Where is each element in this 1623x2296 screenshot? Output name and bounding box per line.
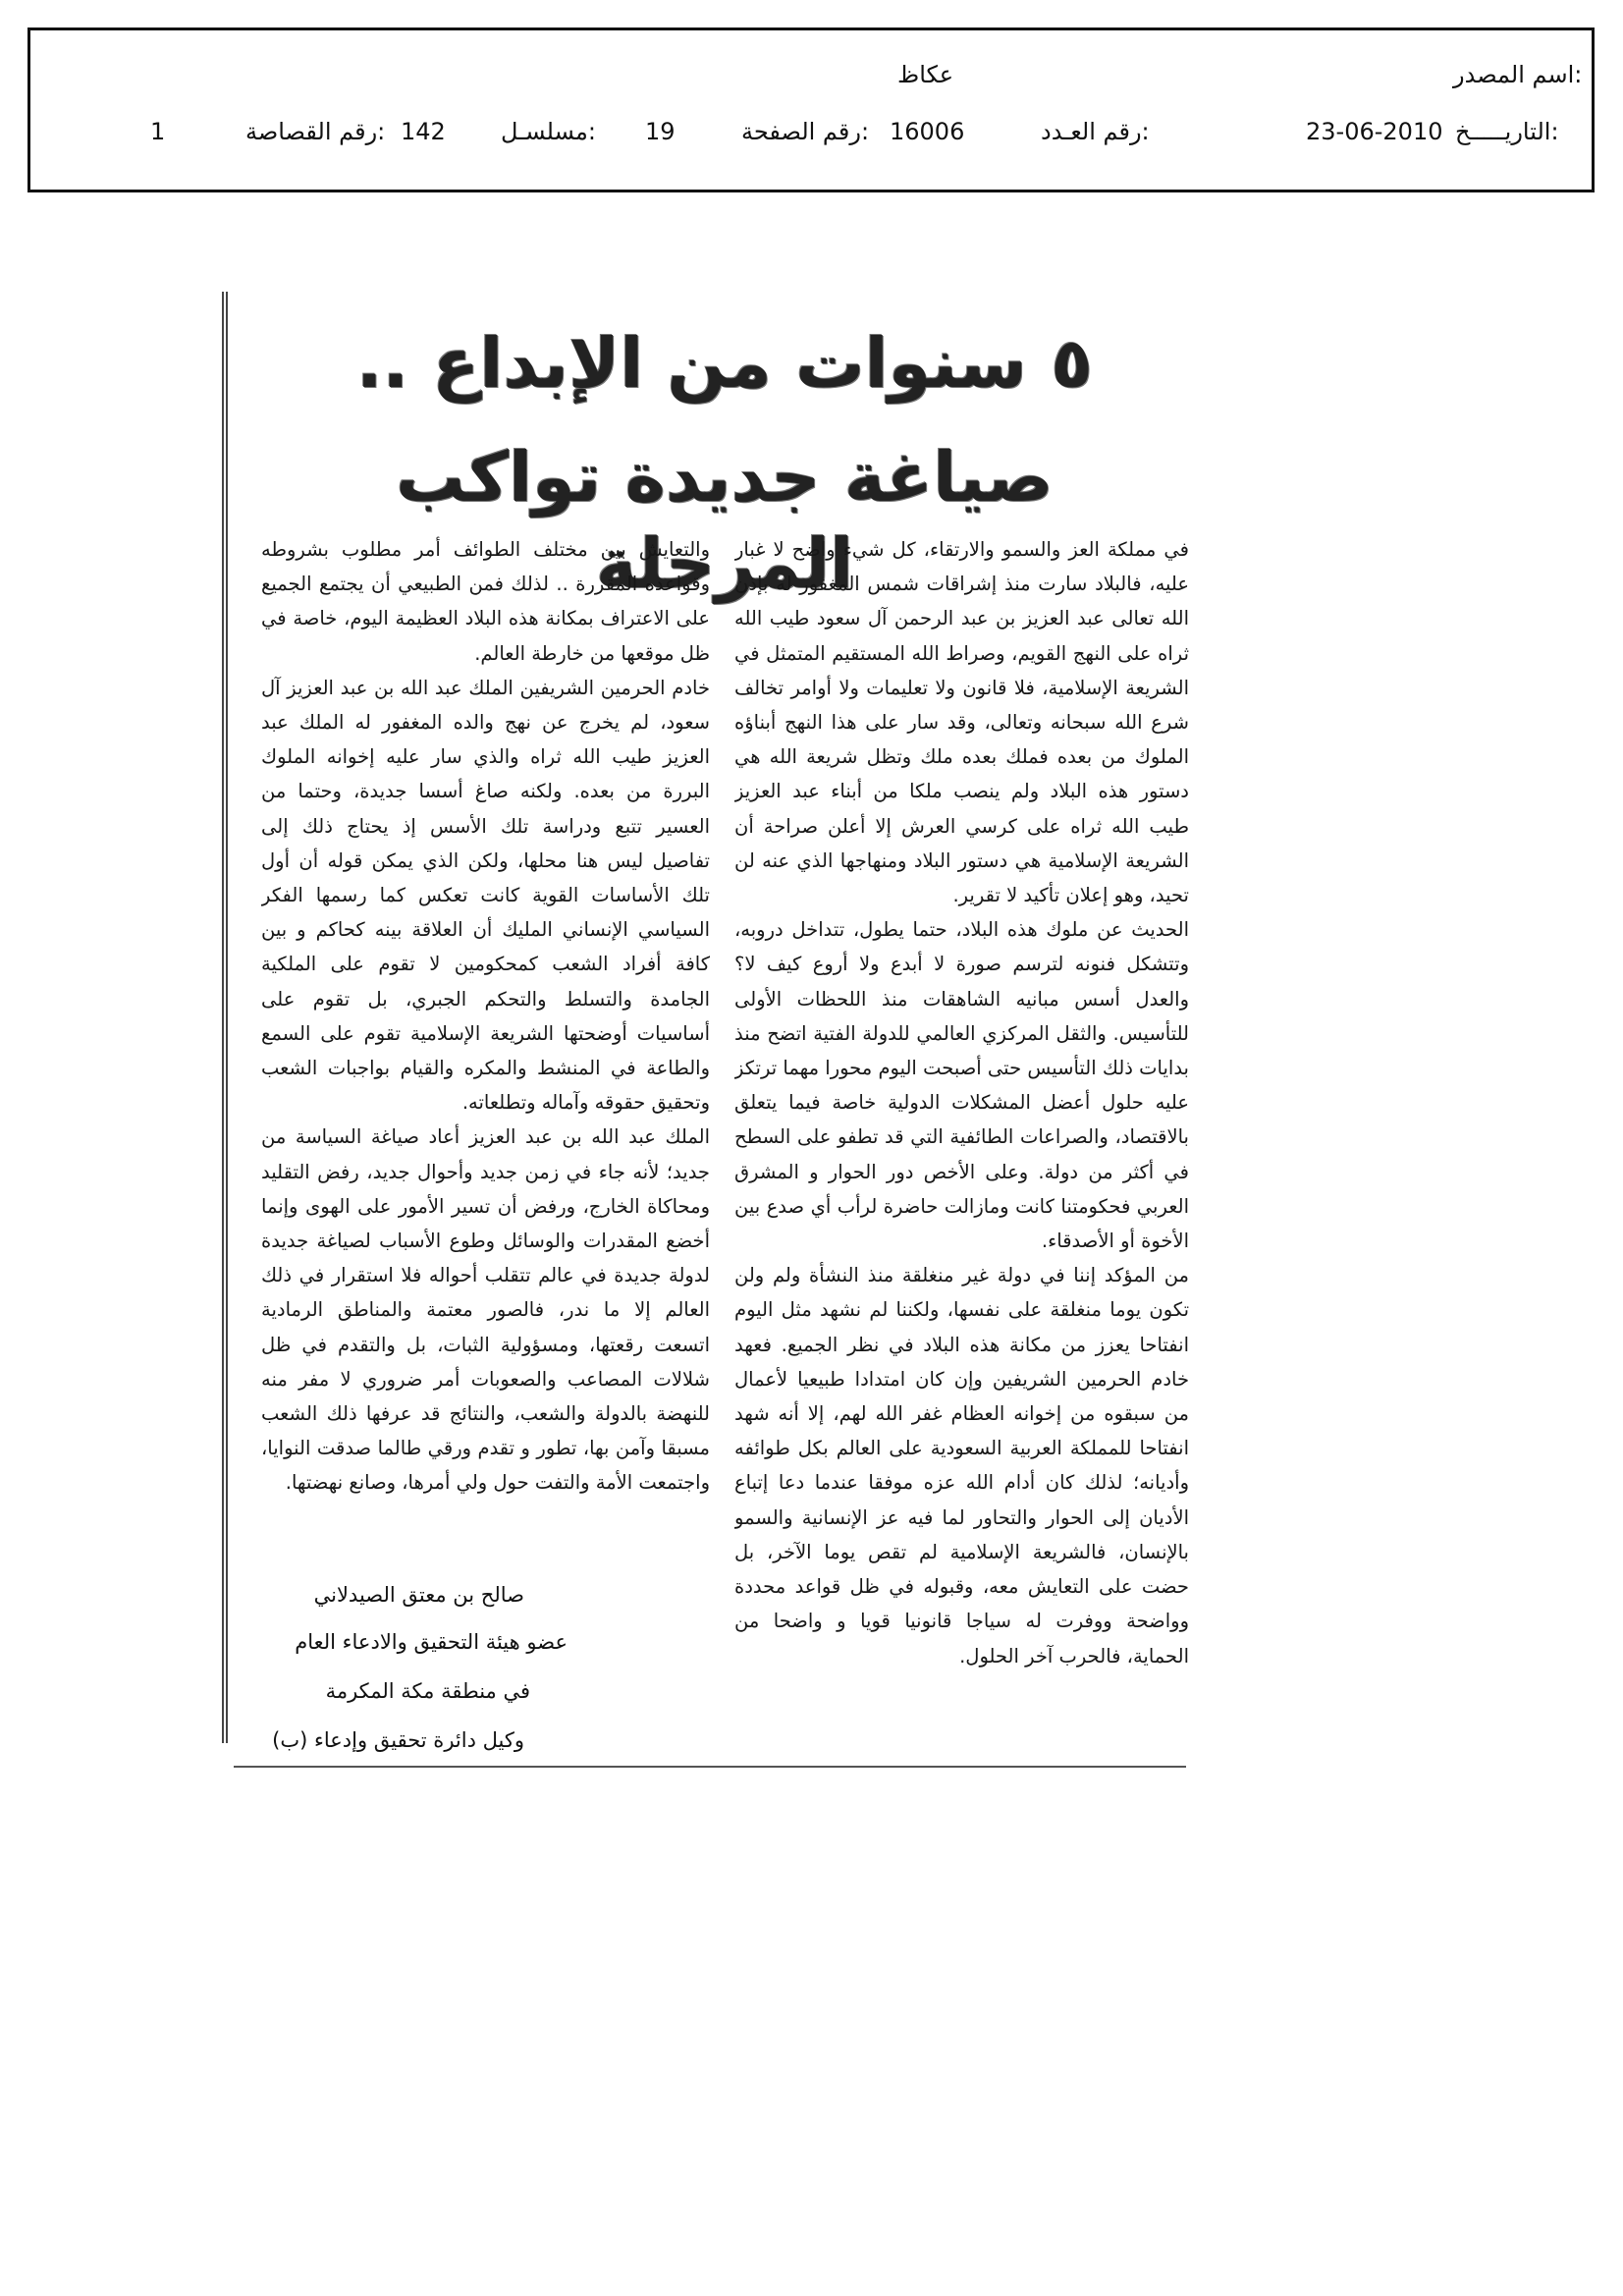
author-title-3: وكيل دائرة تحقيق وإدعاء (ب)	[272, 1728, 524, 1752]
clip-label: رقم القصاصة:	[245, 118, 386, 145]
article-bottom-border	[234, 1766, 1186, 1768]
article-left-column	[261, 532, 710, 1563]
left-column-paragraph-3: الملك عبد الله بن عبد العزيز أعاد صياغة السياسة من جديد؛ لأنه جاء في زمن جديد وأحوال جديد، رفض التقليد ومحاكاة الخارج، ورفض أن تسير الأمور على الهوى وإنما أخضع المقدرات والوسائل وطوع الأسباب لصياغة جديدة لدولة جديدة في عالم تتقلب أحواله فلا استقرار في ذلك العالم إلا ما ندر، فالصور معتمة والمناطق الرمادية اتسعت رقعتها، ومسؤولية الثبات، بل والتقدم في ظل شلالات المصاعب والصعوبات أمر ضروري لا مفر منه للنهضة بالدولة والشعب، والنتائج قد عرفها ذلك الشعب مسبقا وآمن بها، تطور و تقدم ورقي طالما صدقت النوايا، واجتمعت الأمة والتفت حول ولي أمرها، وصانع نهضتها.	[261, 1125, 710, 1495]
author-name: صالح بن معتق الصيدلاني	[313, 1583, 524, 1607]
author-title-1: عضو هيئة التحقيق والادعاء العام	[295, 1630, 568, 1654]
issue-value: 16006	[890, 118, 965, 145]
right-column-paragraph-2: الحديث عن ملوك هذه البلاد، حتما يطول، تتداخل دروبه، وتتشكل فنونه لترسم صورة لا أبدع ولا أروع كيف لا؟ والعدل أسس مبانيه الشاهقات منذ اللحظات الأولى للتأسيس. والثقل المركزي العالمي للدولة الفتية اتضح منذ بدايات ذلك التأسيس حتى أصبحت اليوم محورا مهما ترتكز عليه حلول أعضل المشكلات الدولية خاصة فيما يتعلق بالاقتصاد، والصراعات الطائفية التي قد تطفو على السطح في أكثر من دولة. وعلى الأخص دور الحوار و المشرق العربي فحكومتنا كانت ومازالت حاضرة لرأب أي صدع بين الأخوة أو الأصدقاء.	[734, 918, 1189, 1253]
author-title-2: في منطقة مكة المكرمة	[325, 1679, 530, 1703]
article-right-column	[734, 532, 1189, 1758]
source-value: عكاظ	[897, 61, 954, 88]
date-value: 23-06-2010	[1306, 118, 1443, 145]
clip-value: 1	[150, 118, 166, 145]
source-label: اسم المصدر:	[1453, 61, 1583, 88]
article-left-border	[222, 292, 228, 1743]
right-column-paragraph-1: في مملكة العز والسمو والارتقاء، كل شيء واضح لا غبار عليه، فالبلاد سارت منذ إشراقات شمس المغفور له بإذن الله تعالى عبد العزيز بن عبد الرحمن آل سعود طيب الله ثراه على النهج القويم، وصراط الله المستقيم المتمثل في الشريعة الإسلامية، فلا قانون ولا تعليمات ولا أوامر تخالف شرع الله سبحانه وتعالى، وقد سار على هذا النهج أبناؤه الملوك من بعده فملك بعده ملك وتظل شريعة الله هي دستور هذه البلاد ولم ينصب ملكا من أبناء عبد العزيز طيب الله ثراه على كرسي العرش إلا أعلن صراحة أن الشريعة الإسلامية هي دستور البلاد ومنهاجها الذي عنه لن تحيد، وهو إعلان تأكيد لا تقرير.	[734, 538, 1189, 907]
left-column-paragraph-1: والتعايش بين مختلف الطوائف أمر مطلوب بشروطه وقواعده المقررة .. لذلك فمن الطبيعي أن يجتمع الجميع على الاعتراف بمكانة هذه البلاد العظيمة اليوم، خاصة في ظل موقعها من خارطة العالم.	[261, 538, 710, 665]
right-column-paragraph-3: من المؤكد إننا في دولة غير منغلقة منذ النشأة ولم ولن تكون يوما منغلقة على نفسها، ولكننا لم نشهد مثل اليوم انفتاحا يعزز من مكانة هذه البلاد في نظر الجميع. فعهد خادم الحرمين الشريفين وإن كان امتدادا طبيعيا لأعمال من سبقوه من إخوانه العظام غفر الله لهم، إلا أنه شهد انفتاحا للمملكة العربية السعودية على العالم بكل طوائفه وأديانه؛ لذلك كان أدام الله عزه موفقا عندما دعا إتباع الأديان إلى الحوار والتحاور لما فيه عز الإنسانية والسمو بالإنسان، فالشريعة الإسلامية لم تقص يوما الآخر، بل حضت على التعايش معه، وقبوله في ظل قواعد محددة وواضحة ووفرت له سياجا قانونيا قويا و واضحا من الحماية، فالحرب آخر الحلول.	[734, 1264, 1189, 1667]
issue-label: رقم العـدد:	[1041, 118, 1150, 145]
page-label: رقم الصفحة:	[741, 118, 870, 145]
article-headline-line-1: ٥ سنوات من الإبداع ..	[355, 323, 1093, 404]
serial-value: 142	[401, 118, 446, 145]
left-column-paragraph-2: خادم الحرمين الشريفين الملك عبد الله بن عبد العزيز آل سعود، لم يخرج عن نهج والده المغفور له الملك عبد العزيز طيب الله ثراه والذي سار عليه إخوانه الملوك البررة من بعده. ولكنه صاغ أسسا جديدة، وحتما من العسير تتبع ودراسة تلك الأسس إذ يحتاج ذلك إلى تفاصيل ليس هنا محلها، ولكن الذي يمكن قوله أن أول تلك الأساسات القوية كانت تعكس كما رسمها الفكر السياسي الإنساني المليك أن العلاقة بينه كحاكم و بين كافة أفراد الشعب كمحكومين لا تقوم على الملكية الجامدة والتسلط والتحكم الجبري، بل تقوم على أساسيات أوضحتها الشريعة الإسلامية تقوم على السمع والطاعة في المنشط والمكره والقيام بواجبات الشعب وتحقيق حقوقه وآماله وتطلعاته.	[261, 676, 710, 1115]
article-headline-line-2: صياغة جديدة تواكب المرحلة	[396, 437, 1054, 604]
clipping-header-box	[27, 27, 1595, 192]
serial-label: مسلسـل:	[501, 118, 596, 145]
page-value: 19	[645, 118, 676, 145]
date-label: التاريـــــخ:	[1455, 118, 1559, 145]
